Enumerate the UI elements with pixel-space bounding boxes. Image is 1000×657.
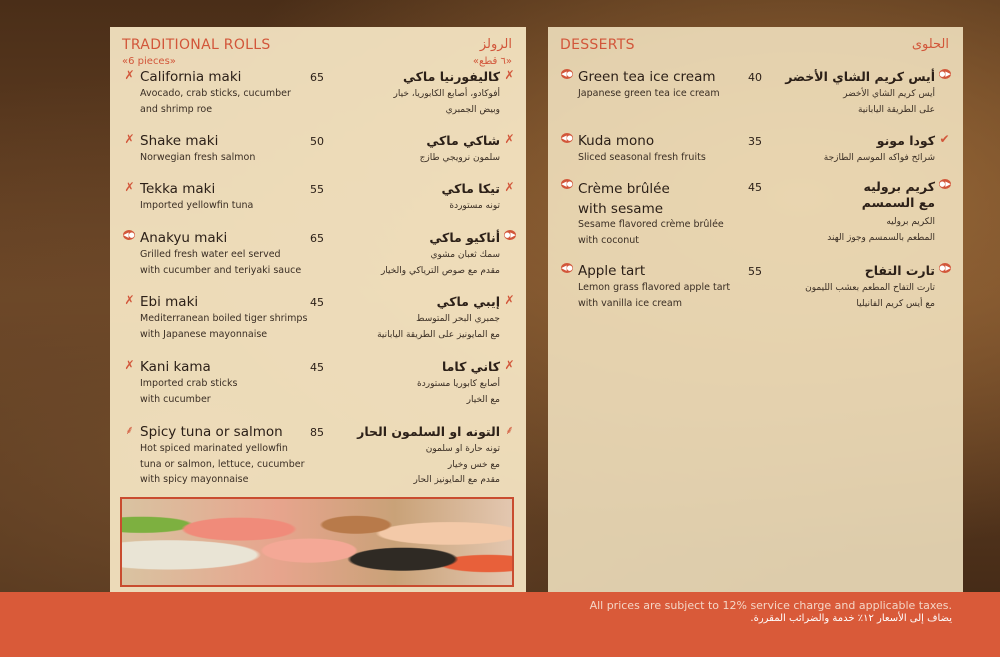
item-price: 85 [310, 426, 324, 439]
item-name-arabic: إيبي ماكي [436, 294, 500, 309]
item-description-arabic: أفوكادو، أصابع الكابوريا، خيار وبيض الجمبري [393, 89, 500, 115]
item-name: Shake maki [140, 133, 219, 149]
chopsticks-icon: ✗ [504, 68, 515, 82]
item-description: Hot spiced marinated yellowfin tuna or salmon, lettuce, cucumber with spicy mayonnaise [140, 443, 305, 485]
item-name: Spicy tuna or salmon [140, 424, 283, 440]
chopsticks-icon: ✗ [504, 293, 515, 307]
section-title: DESSERTS [560, 37, 635, 53]
item-price: 50 [310, 135, 324, 148]
item-name-arabic: التونه او السلمون الحار [357, 424, 500, 439]
item-price: 45 [310, 361, 324, 374]
chili-icon: ⸙ [504, 423, 514, 437]
fish-icon: ●▶ [939, 70, 951, 78]
item-name-arabic: كودا مونو [876, 133, 935, 148]
footer-bar [0, 592, 1000, 657]
item-name: Green tea ice cream [578, 69, 716, 85]
item-price: 65 [310, 71, 324, 84]
item-name-arabic: كاني كاما [441, 359, 500, 374]
fish-icon: ●▶ [939, 264, 951, 272]
chopsticks-icon: ✗ [124, 358, 135, 372]
item-description-arabic: سلمون نرويجي طازج [419, 153, 500, 163]
item-name-arabic: تارت التفاح [864, 263, 935, 278]
item-description: Sesame flavored crème brûlée with coconut [578, 219, 724, 246]
fish-icon: ◀● [561, 264, 573, 272]
item-description-arabic: سمك ثعبان مشوي مقدم مع صوص الترياكي والخيار [380, 250, 500, 276]
item-name: Crème brûlée with sesame [578, 181, 670, 217]
fish-icon: ◀● [123, 231, 135, 239]
item-description-arabic: تونه مستوردة [449, 201, 500, 211]
item-description: Japanese green tea ice cream [578, 88, 720, 99]
item-description: Sliced seasonal fresh fruits [578, 152, 706, 163]
chopsticks-icon: ✗ [124, 180, 135, 194]
chopsticks-icon: ✗ [504, 132, 515, 146]
item-price: 45 [748, 181, 762, 194]
chopsticks-icon: ✗ [124, 293, 135, 307]
fish-icon: ◀● [561, 134, 573, 142]
item-description-arabic: تونه حارة او سلمون مع خس وخيار مقدم مع المايونيز الحار [413, 444, 500, 485]
item-name: Anakyu maki [140, 230, 228, 246]
leaf-icon: ✔ [939, 132, 950, 146]
section-title-arabic: الرولز [479, 37, 512, 52]
item-name-arabic: أناكيو ماكي [429, 230, 500, 245]
fish-icon: ●▶ [504, 231, 516, 239]
item-description: Norwegian fresh salmon [140, 152, 256, 163]
item-name-arabic: كاليفورنيا ماكي [403, 69, 500, 84]
fish-icon: ●▶ [939, 180, 951, 188]
chopsticks-icon: ✗ [124, 132, 135, 146]
chopsticks-icon: ✗ [504, 180, 515, 194]
item-name: Kani kama [140, 359, 211, 375]
section-title: TRADITIONAL ROLLS [122, 37, 271, 53]
item-name-arabic: تيكا ماكي [441, 181, 500, 196]
service-charge-note: All prices are subject to 12% service charge and applicable taxes. [589, 599, 952, 612]
section-subtitle: «6 pieces» [122, 56, 176, 67]
item-description-arabic: جمبري البحر المتوسط مع المايونيز على الطريقة اليابانية [377, 314, 500, 340]
item-description-arabic: أيس كريم الشاي الأخضر على الطريقة اليابانية [843, 89, 935, 115]
item-description-arabic: أصابع كابوريا مستوردة مع الخيار [417, 379, 500, 405]
item-description: Avocado, crab sticks, cucumber and shrimp roe [140, 88, 291, 115]
item-name: Tekka maki [140, 181, 216, 197]
fish-icon: ◀● [561, 70, 573, 78]
item-price: 35 [748, 135, 762, 148]
item-description: Grilled fresh water eel served with cucumber and teriyaki sauce [140, 249, 302, 276]
item-description: Imported yellowfin tuna [140, 200, 254, 211]
item-name: California maki [140, 69, 242, 85]
item-description-arabic: شرائح فواكه الموسم الطازجة [823, 153, 935, 163]
item-name: Ebi maki [140, 294, 199, 310]
fish-icon: ◀● [561, 180, 573, 188]
item-price: 45 [310, 296, 324, 309]
item-price: 40 [748, 71, 762, 84]
item-name: Apple tart [578, 263, 646, 279]
traditional-rolls-panel [110, 27, 526, 592]
chopsticks-icon: ✗ [124, 68, 135, 82]
item-name-arabic: شاكي ماكي [426, 133, 500, 148]
item-name-arabic: أيس كريم الشاي الأخضر [785, 69, 935, 84]
item-description-arabic: الكريم بروليه المطعم بالسمسم وجوز الهند [827, 217, 935, 243]
desserts-panel [548, 27, 963, 592]
sushi-photo [120, 497, 514, 587]
item-description: Mediterranean boiled tiger shrimps with Japanese mayonnaise [140, 313, 308, 340]
item-description: Imported crab sticks with cucumber [140, 378, 238, 405]
item-name: Kuda mono [578, 133, 655, 149]
item-description: Lemon grass flavored apple tart with vanilla ice cream [578, 282, 731, 309]
service-charge-note-arabic: يضاف إلى الأسعار ١٢٪ خدمة والضرائب المقررة. [750, 613, 952, 624]
section-subtitle-arabic: «٦ قطع» [472, 56, 512, 67]
item-description-arabic: تارت التفاح المطعم بعشب الليمون مع أيس كريم الفانيليا [805, 283, 935, 309]
item-price: 65 [310, 232, 324, 245]
item-name-arabic: كريم بروليه مع السمسم [861, 179, 935, 210]
chopsticks-icon: ✗ [504, 358, 515, 372]
item-price: 55 [310, 183, 324, 196]
section-title-arabic: الحلوى [911, 37, 949, 52]
item-price: 55 [748, 265, 762, 278]
chili-icon: ⸙ [124, 423, 134, 437]
